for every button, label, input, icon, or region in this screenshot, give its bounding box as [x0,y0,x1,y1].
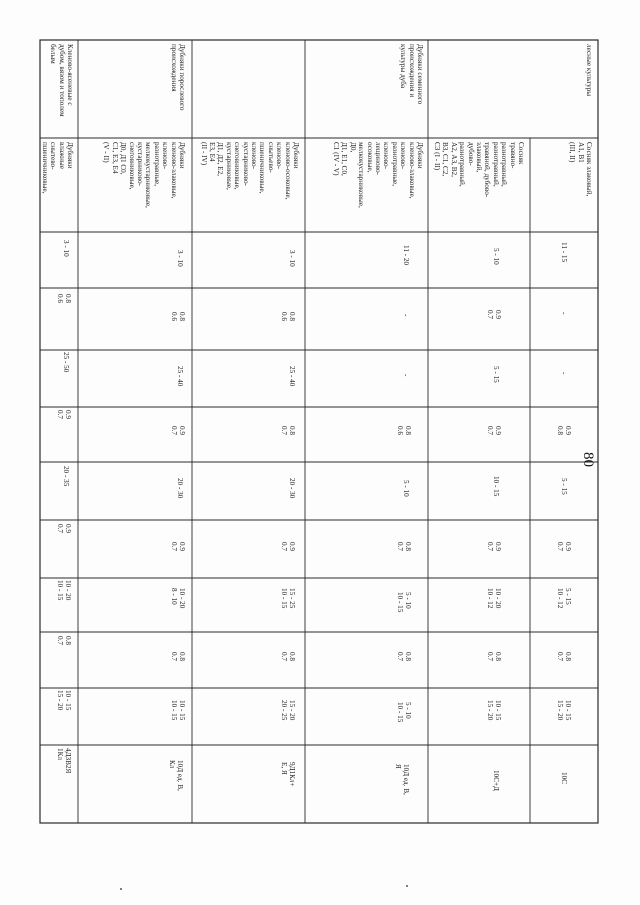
row-5-species: 10Д ед. В, Кл [167,760,184,791]
row-5-value-5: 20 - 30 [176,478,184,499]
row-6-value-9: 10 - 15 15 - 20 [55,690,72,711]
row-1-value-4: 0.9 0.8 [555,426,572,435]
row-1-forest-type: Сосняк злаковый, А1, В1 (III, II) [568,142,593,197]
row-5-value-7: 10 - 20 8 - 10 [169,588,186,609]
row-6-forest-type: Дубняки влажные снытево- пшеничниковые, [40,142,74,194]
row-4-value-9: 15 - 20 20 - 25 [279,700,296,721]
row-3-value-1: 11 - 20 [402,245,410,266]
row-5-value-2: 0.8 0.6 [169,312,186,321]
row-1-value-3: - [560,372,568,375]
row-6-category: Кленово-ясеневые с дубом, вязом и тополем белым [49,44,74,117]
row-4-species: 9Д1Кл+ Е, Я [279,762,296,787]
row-2-value-6: 0.9 0.7 [485,542,502,551]
row-5-value-3: 25 - 40 [176,366,184,387]
row-6-species: 4Д3В2Я 1Кл [55,748,72,774]
row-5-value-4: 0.9 0.7 [169,426,186,435]
row-2-value-3: 5 - 15 [492,366,500,383]
row-2-species: 10С+Д [492,770,500,791]
row-6-value-3: 25 - 50 [62,352,70,373]
row-1-value-5: 5 - 15 [560,478,568,495]
row-6-value-2: 0.8 0.6 [55,294,72,303]
row-6-value-1: 3 - 10 [62,240,70,257]
row-6-value-5: 20 - 35 [62,466,70,487]
row-3-value-7: 5 - 10 10 - 15 [395,592,412,613]
row-1-species: 10С [560,772,568,784]
row-1-value-9: 10 - 15 15 - 20 [555,700,572,721]
row-3-forest-type: Дубняки кленово-злаковые, кленово- разнотравные, кленово- лещиново- осоковые, мелкокустарниковые, Д0, Д1, Е1, С0, С1 (IV - V) [331,142,424,208]
row-4-value-5: 20 - 30 [288,478,296,499]
row-2-value-8: 0.8 0.7 [485,652,502,661]
row-3-value-3: - [402,374,410,377]
scan-speck [406,885,408,887]
row-2-value-1: 5 - 10 [492,248,500,265]
row-3-value-4: 0.8 0.6 [395,426,412,435]
row-2-value-5: 10 - 15 [492,476,500,497]
row-1-value-2: - [560,312,568,315]
row-1-value-8: 0.8 0.7 [555,652,572,661]
row-4-value-1: 3 - 10 [288,250,296,267]
row-6-value-7: 10 - 20 10 - 15 [55,580,72,601]
row-3-category: Дубняки семенного происхождения и культуры дуба [399,44,424,105]
row-4-value-7: 15 - 25 10 - 15 [279,588,296,609]
row-3-value-6: 0.8 0.7 [395,542,412,551]
row-1-value-1: 11 - 15 [560,242,568,263]
row-2-value-7: 10 - 20 10 - 12 [485,588,502,609]
row-5-value-1: 3 - 10 [176,250,184,267]
row-6-value-6: 0.9 0.7 [55,524,72,533]
row-1-category: лесные культуры [585,44,593,97]
row-6-value-8: 0.8 0.7 [55,636,72,645]
row-4-value-8: 0.8 0.7 [279,652,296,661]
row-3-value-2: - [402,314,410,317]
row-2-forest-type: Сосняк травяно- разнотравный, разнотравный, травяной, дубово- злаковый, дубово- разнотравный, А2, А3, В2, В3, С1, С2, С3 (I - II) [432,142,525,198]
row-5-value-9: 10 - 15 10 - 15 [169,700,186,721]
row-5-category: Дубняки порослевого происхождения [169,44,186,111]
row-1-value-6: 0.9 0.7 [555,542,572,551]
page-number: 80 [580,452,596,467]
row-5-value-8: 0.8 0.7 [169,652,186,661]
row-4-forest-type: Дубняки кленово-осоковые, кленово- снытьево- пшеничниковые, кленово- кустарниково- снеговниковые, кустарниковые, Д1, Д2, Е2, Е3, Е4 (II - IV) [199,142,300,200]
row-2-value-4: 0.9 0.7 [485,426,502,435]
row-5-value-6: 0.9 0.7 [169,542,186,551]
row-4-value-4: 0.8 0.7 [279,426,296,435]
row-4-value-2: 0.8 0.6 [279,312,296,321]
row-2-value-9: 10 - 15 15 - 20 [485,700,502,721]
row-4-value-6: 0.9 0.7 [279,542,296,551]
row-4-value-3: 25 - 40 [288,366,296,387]
scan-speck [120,888,122,890]
row-3-value-5: 5 - 10 [402,480,410,497]
row-2-value-2: 0.9 0.7 [485,310,502,319]
row-3-species: 10Д ед. В, Я [393,764,410,795]
row-5-forest-type: Дубняки кленово-злаковые, кленово- разнотравные, мелкокустарниковые, кустарниково- снеговниковые, Д0, Д1 С0, С1, Е3, Е4 (V - II) [102,142,186,208]
row-1-value-7: 5 - 15 10 - 12 [555,588,572,609]
row-3-value-9: 5 - 10 10 - 15 [395,702,412,723]
row-3-value-8: 0.8 0.7 [395,652,412,661]
row-6-value-4: 0.9 0.7 [55,410,72,419]
